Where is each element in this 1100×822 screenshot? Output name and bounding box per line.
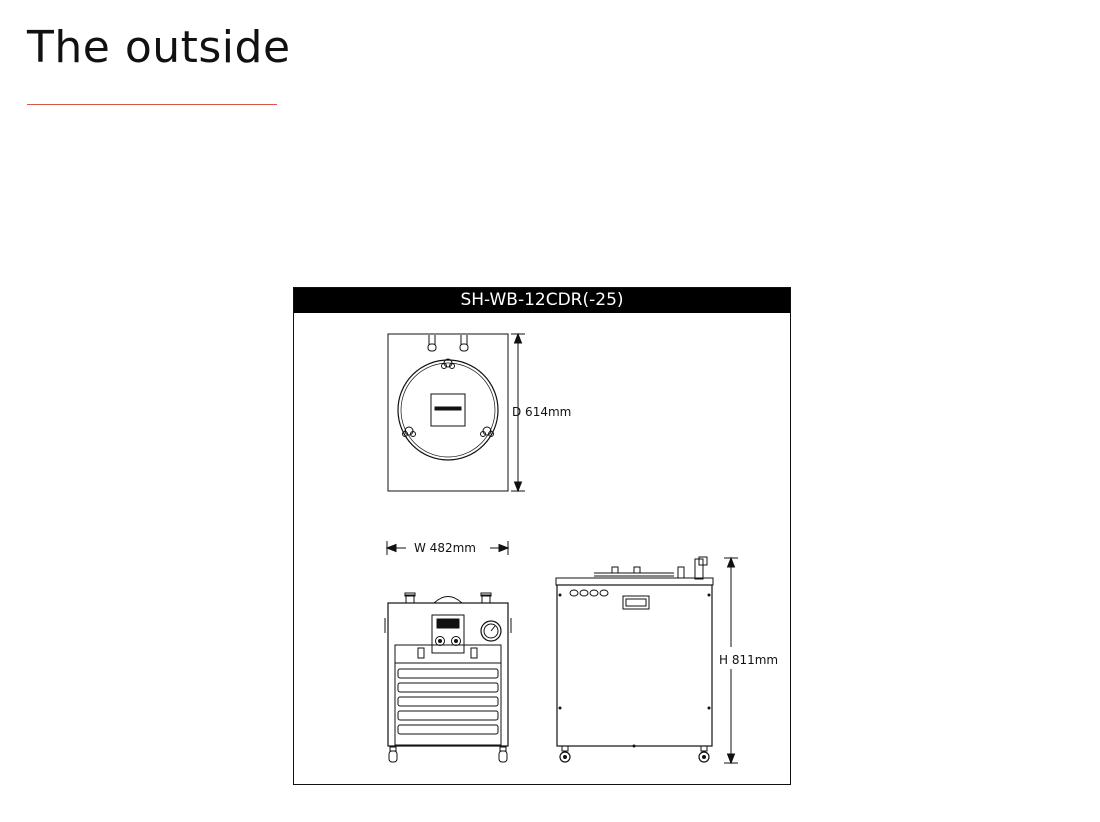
front-caster-right (499, 747, 507, 762)
pressure-gauge-icon (481, 621, 501, 641)
depth-label: D 614mm (512, 405, 572, 419)
front-caster-left (389, 747, 397, 762)
height-label: H 811mm (719, 653, 779, 667)
model-header: SH-WB-12CDR(-25) (294, 288, 790, 313)
louver-panel (395, 645, 501, 745)
side-vents (570, 590, 608, 596)
side-view (556, 557, 778, 763)
side-handle (623, 596, 649, 609)
top-view (388, 334, 571, 491)
front-view (385, 541, 511, 762)
top-hook-left (428, 335, 436, 351)
spec-diagram-panel (293, 287, 791, 785)
side-caster-left (560, 746, 570, 762)
control-panel (432, 615, 464, 653)
width-label: W 482mm (414, 541, 476, 555)
page-title: The outside (27, 22, 291, 73)
side-caster-right (699, 746, 709, 762)
outline-drawing (294, 313, 790, 784)
top-hook-right (460, 335, 468, 351)
title-underline (27, 104, 277, 105)
